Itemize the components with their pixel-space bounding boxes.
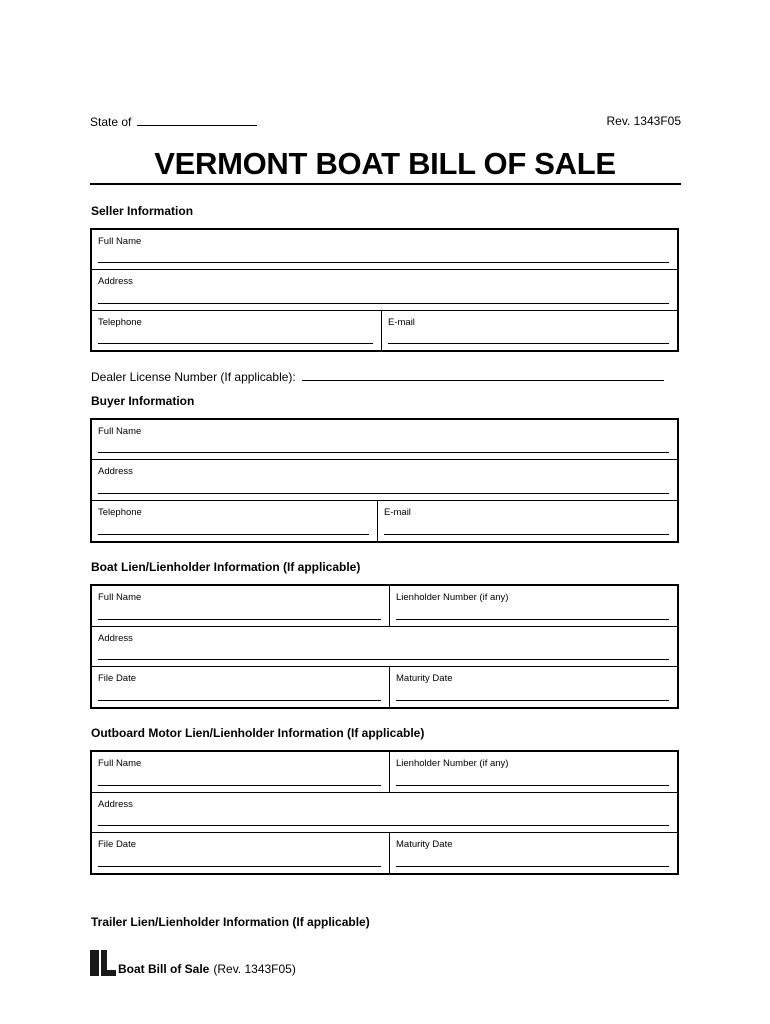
dealer-license-line (302, 369, 664, 381)
boat-lien-address-field[interactable] (92, 627, 677, 666)
boat-lien-file-date-line (98, 700, 381, 701)
buyer-telephone-line (98, 534, 369, 535)
buyer-info-box (90, 418, 679, 543)
motor-lien-box (90, 750, 679, 875)
title-divider (90, 183, 681, 185)
motor-lien-file-date-line (98, 866, 381, 867)
buyer-telephone-field[interactable] (92, 501, 378, 541)
seller-address-line (98, 303, 669, 304)
seller-telephone-field[interactable] (92, 311, 382, 350)
boat-lienholder-number-label: Lienholder Number (if any) (396, 592, 509, 603)
buyer-address-line (98, 493, 669, 494)
seller-full-name-field[interactable] (92, 230, 677, 269)
state-blank-line[interactable] (137, 115, 257, 126)
motor-lien-maturity-date-field[interactable] (390, 833, 677, 873)
seller-email-line (388, 343, 669, 344)
boat-lien-file-date-label: File Date (98, 673, 137, 684)
motor-lien-maturity-date-label: Maturity Date (396, 839, 453, 850)
revision-label: Rev. 1343F05 (606, 114, 681, 128)
boat-lien-maturity-date-label: Maturity Date (396, 673, 453, 684)
motor-lienholder-number-line (396, 785, 669, 786)
state-label: State of (90, 115, 132, 129)
page-footer (90, 950, 296, 976)
document-title: VERMONT BOAT BILL OF SALE (154, 146, 616, 181)
buyer-full-name-label: Full Name (98, 426, 142, 437)
boat-lien-maturity-date-field[interactable] (390, 667, 677, 707)
motor-lien-file-date-label: File Date (98, 839, 137, 850)
seller-info-box (90, 228, 679, 352)
brand-logo-icon (90, 950, 116, 976)
boat-lienholder-number-line (396, 619, 669, 620)
boat-lien-box (90, 584, 679, 709)
state-field (90, 115, 257, 129)
motor-lien-address-label: Address (98, 799, 133, 810)
motor-lien-full-name-label: Full Name (98, 758, 142, 769)
buyer-address-field[interactable] (92, 460, 677, 500)
seller-email-label: E-mail (388, 317, 415, 328)
buyer-telephone-label: Telephone (98, 507, 142, 518)
dealer-license-label: Dealer License Number (If applicable): (91, 370, 296, 384)
motor-lienholder-number-field[interactable] (390, 752, 677, 792)
motor-lien-maturity-date-line (396, 866, 669, 867)
motor-lien-full-name-line (98, 785, 381, 786)
motor-lienholder-number-label: Lienholder Number (if any) (396, 758, 509, 769)
footer-revision: (Rev. 1343F05) (213, 962, 296, 976)
dealer-license-field[interactable] (91, 369, 664, 384)
buyer-email-field[interactable] (378, 501, 677, 541)
boat-lien-full-name-label: Full Name (98, 592, 142, 603)
footer-doc-name: Boat Bill of Sale (118, 962, 210, 976)
motor-lien-full-name-field[interactable] (92, 752, 390, 792)
trailer-lien-heading: Trailer Lien/Lienholder Information (If applicable) (91, 915, 370, 929)
motor-lien-address-line (98, 825, 669, 826)
buyer-address-label: Address (98, 466, 133, 477)
buyer-email-line (384, 534, 669, 535)
seller-full-name-label: Full Name (98, 236, 142, 247)
boat-lien-full-name-field[interactable] (92, 586, 390, 626)
seller-telephone-label: Telephone (98, 317, 142, 328)
boat-lien-file-date-field[interactable] (92, 667, 390, 707)
boat-lien-address-line (98, 659, 669, 660)
boat-lien-heading: Boat Lien/Lienholder Information (If applicable) (91, 560, 361, 574)
buyer-full-name-line (98, 452, 669, 453)
boat-lien-address-label: Address (98, 633, 133, 644)
motor-lien-file-date-field[interactable] (92, 833, 390, 873)
seller-address-label: Address (98, 276, 133, 287)
seller-heading: Seller Information (91, 204, 194, 218)
boat-lienholder-number-field[interactable] (390, 586, 677, 626)
boat-lien-maturity-date-line (396, 700, 669, 701)
seller-address-field[interactable] (92, 270, 677, 310)
boat-lien-full-name-line (98, 619, 381, 620)
seller-telephone-line (98, 343, 373, 344)
motor-lien-address-field[interactable] (92, 793, 677, 832)
buyer-email-label: E-mail (384, 507, 411, 518)
seller-full-name-line (98, 262, 669, 263)
buyer-heading: Buyer Information (91, 394, 195, 408)
seller-email-field[interactable] (382, 311, 677, 350)
buyer-full-name-field[interactable] (92, 420, 677, 459)
motor-lien-heading: Outboard Motor Lien/Lienholder Information (If applicable) (91, 726, 425, 740)
